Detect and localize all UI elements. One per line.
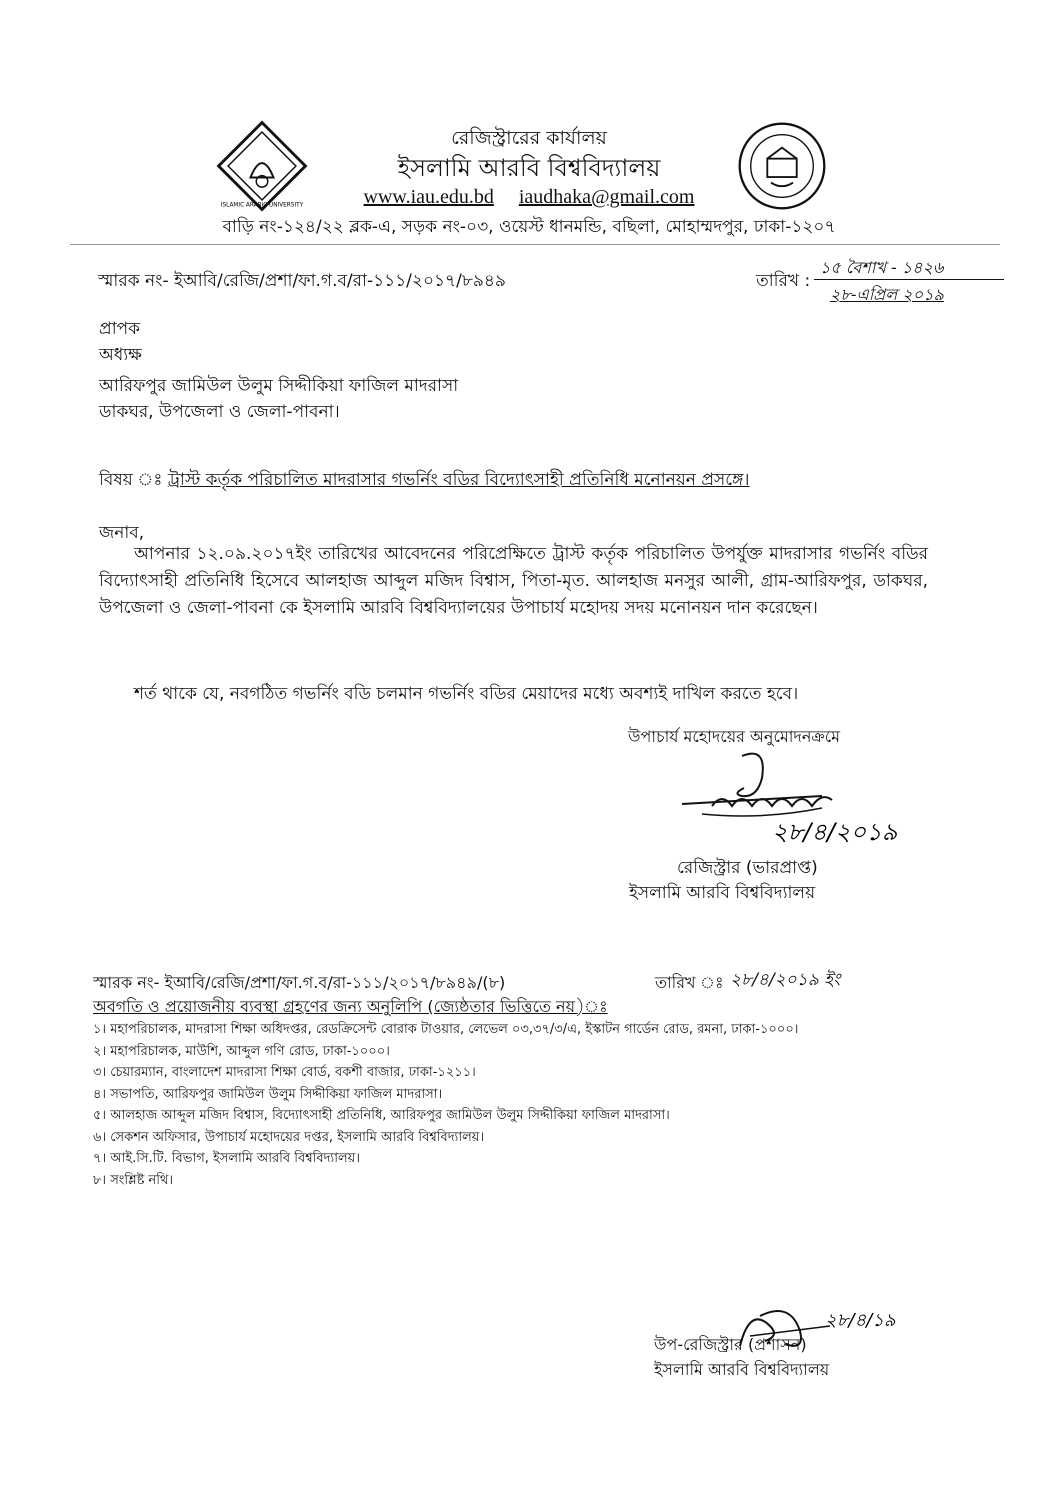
list-item: ৩। চেয়ারম্যান, বাংলাদেশ মাদরাসা শিক্ষা বোর্ড, বকশী বাজার, ঢাকা-১২১১।	[93, 1065, 476, 1080]
recipient-address: ডাকঘর, উপজেলা ও জেলা-পাবনা।	[99, 402, 340, 422]
date-divider	[814, 279, 1004, 280]
recipient-designation: অধ্যক্ষ	[99, 345, 142, 365]
office-title: রেজিস্ট্রারের কার্যালয়	[451, 127, 607, 149]
copy-date-label: তারিখ ঃ	[655, 973, 724, 992]
list-item: ৭। আই.সি.টি. বিভাগ, ইসলামি আরবি বিশ্ববিদ্যালয়।	[93, 1151, 360, 1166]
copy-memo-number: স্মারক নং- ইআবি/রেজি/প্রশা/ফা.গ.ব/রা-১১১/২০১৭/৮৯৪৯/(৮)	[93, 973, 506, 992]
approval-note: উপাচার্য মহোদয়ের অনুমোদনক্রমে	[628, 727, 841, 746]
deputy-registrar-title: উপ-রেজিস্ট্রার (প্রশাসন)	[654, 1335, 807, 1354]
list-item: ১। মহাপরিচালক, মাদরাসা শিক্ষা অধিদপ্তর, রেডক্রিসেন্ট বোরাক টাওয়ার, লেভেল ০৩,৩৭/৩/এ, ইস্কাটন গার্ডেন রোড, রমনা, ঢাকা-১০০০।	[93, 1022, 799, 1037]
date-english: ২৮-এপ্রিল ২০১৯	[830, 285, 944, 304]
body-paragraph: আপনার ১২.০৯.২০১৭ইং তারিখের আবেদনের পরিপ্রেক্ষিতে ট্রাস্ট কর্তৃক পরিচালিত উপর্যুক্ত মাদরাসার গভর্নিং বডির বিদ্যোৎসাহী প্রতিনিধি হিসেবে আলহাজ আব্দুল মজিদ বিশ্বাস, পিতা-মৃত. আলহাজ মনসুর আলী, গ্রাম-আরিফপুর, ডাকঘর, উপজেলা ও জেলা-পাবনা কে ইসলামি আরবি বিশ্ববিদ্যালয়ের উপাচার্য মহোদয় সদয় মনোনয়ন দান করেছেন।	[99, 544, 928, 618]
list-item: ৬। সেকশন অফিসার, উপাচার্য মহোদয়ের দপ্তর, ইসলামি আরবি বিশ্ববিদ্যালয়।	[93, 1129, 485, 1145]
list-item: ৫। আলহাজ আব্দুল মজিদ বিশ্বাস, বিদ্যোৎসাহী প্রতিনিধি, আরিফপুর জামিউল উলুম সিদ্দীকিয়া ফাজিল মাদরাসা।	[93, 1108, 670, 1123]
signatory-title: রেজিস্ট্রার (ভারপ্রাপ্ত)	[677, 858, 818, 878]
copy-heading: অবগতি ও প্রয়োজনীয় ব্যবস্থা গ্রহণের জন্য অনুলিপি (জ্যেষ্ঠতার ভিত্তিতে নয়)ঃ	[93, 997, 608, 1016]
condition-text: শর্ত থাকে যে, নবগঠিত গভর্নিং বডি চলমান গভর্নিং বডির মেয়াদের মধ্যে অবশ্যই দাখিল করতে হবে।	[134, 684, 799, 704]
header-divider	[70, 244, 1000, 245]
list-item: ৮। সংশ্লিষ্ট নথি।	[93, 1172, 174, 1188]
subject-text: ট্রাস্ট কর্তৃক পরিচালিত মাদরাসার গভর্নিং বডির বিদ্যোৎসাহী প্রতিনিধি মনোনয়ন প্রসঙ্গে।	[167, 470, 750, 490]
list-item: ৪। সভাপতি, আরিফপুর জামিউল উলুম সিদ্দীকিয়া ফাজিল মাদরাসা।	[93, 1086, 443, 1102]
svg-text:ISLAMIC ARABIC UNIVERSITY: ISLAMIC ARABIC UNIVERSITY	[220, 202, 304, 209]
contact-line	[0, 186, 1058, 209]
svg-text:২৮/৪/১৯: ২৮/৪/১৯	[825, 1310, 896, 1331]
memo-number: স্মারক নং- ইআবি/রেজি/প্রশা/ফা.গ.ব/রা-১১১/২০১৭/৮৯৪৯	[98, 271, 506, 291]
signatory-organization: ইসলামি আরবি বিশ্ববিদ্যালয়	[629, 883, 816, 903]
website-link[interactable]: www.iau.edu.bd	[363, 186, 494, 208]
university-address: বাড়ি নং-১২৪/২২ ব্লক-এ, সড়ক নং-০৩, ওয়েস্ট ধানমন্ডি, বছিলা, মোহাম্মদপুর, ঢাকা-১২০৭	[222, 217, 836, 237]
deputy-registrar-organization: ইসলামি আরবি বিশ্ববিদ্যালয়	[654, 1360, 830, 1379]
salutation: জনাব,	[99, 523, 145, 543]
registrar-signature	[672, 748, 898, 848]
svg-text:২৮/৪/২০১৯: ২৮/৪/২০১৯	[772, 818, 898, 846]
date-label: তারিখ :	[756, 271, 811, 291]
date-bangla: ১৫ বৈশাখ - ১৪২৬	[820, 258, 944, 277]
list-item: ২। মহাপরিচালক, মাউশি, আব্দুল গণি রোড, ঢাকা-১০০০।	[93, 1043, 390, 1059]
university-title: ইসলামি আরবি বিশ্ববিদ্যালয়	[397, 154, 661, 182]
email-link[interactable]: iaudhaka@gmail.com	[518, 186, 695, 208]
subject-line	[99, 467, 749, 495]
copy-date-value: ২৮/৪/২০১৯ ইং	[730, 970, 841, 990]
recipient-label: প্রাপক	[99, 319, 141, 339]
recipient-institution: আরিফপুর জামিউল উলুম সিদ্দীকিয়া ফাজিল মাদরাসা	[99, 376, 459, 396]
subject-label: বিষয় ঃ	[99, 470, 163, 490]
copy-recipient-list	[93, 1019, 798, 1191]
